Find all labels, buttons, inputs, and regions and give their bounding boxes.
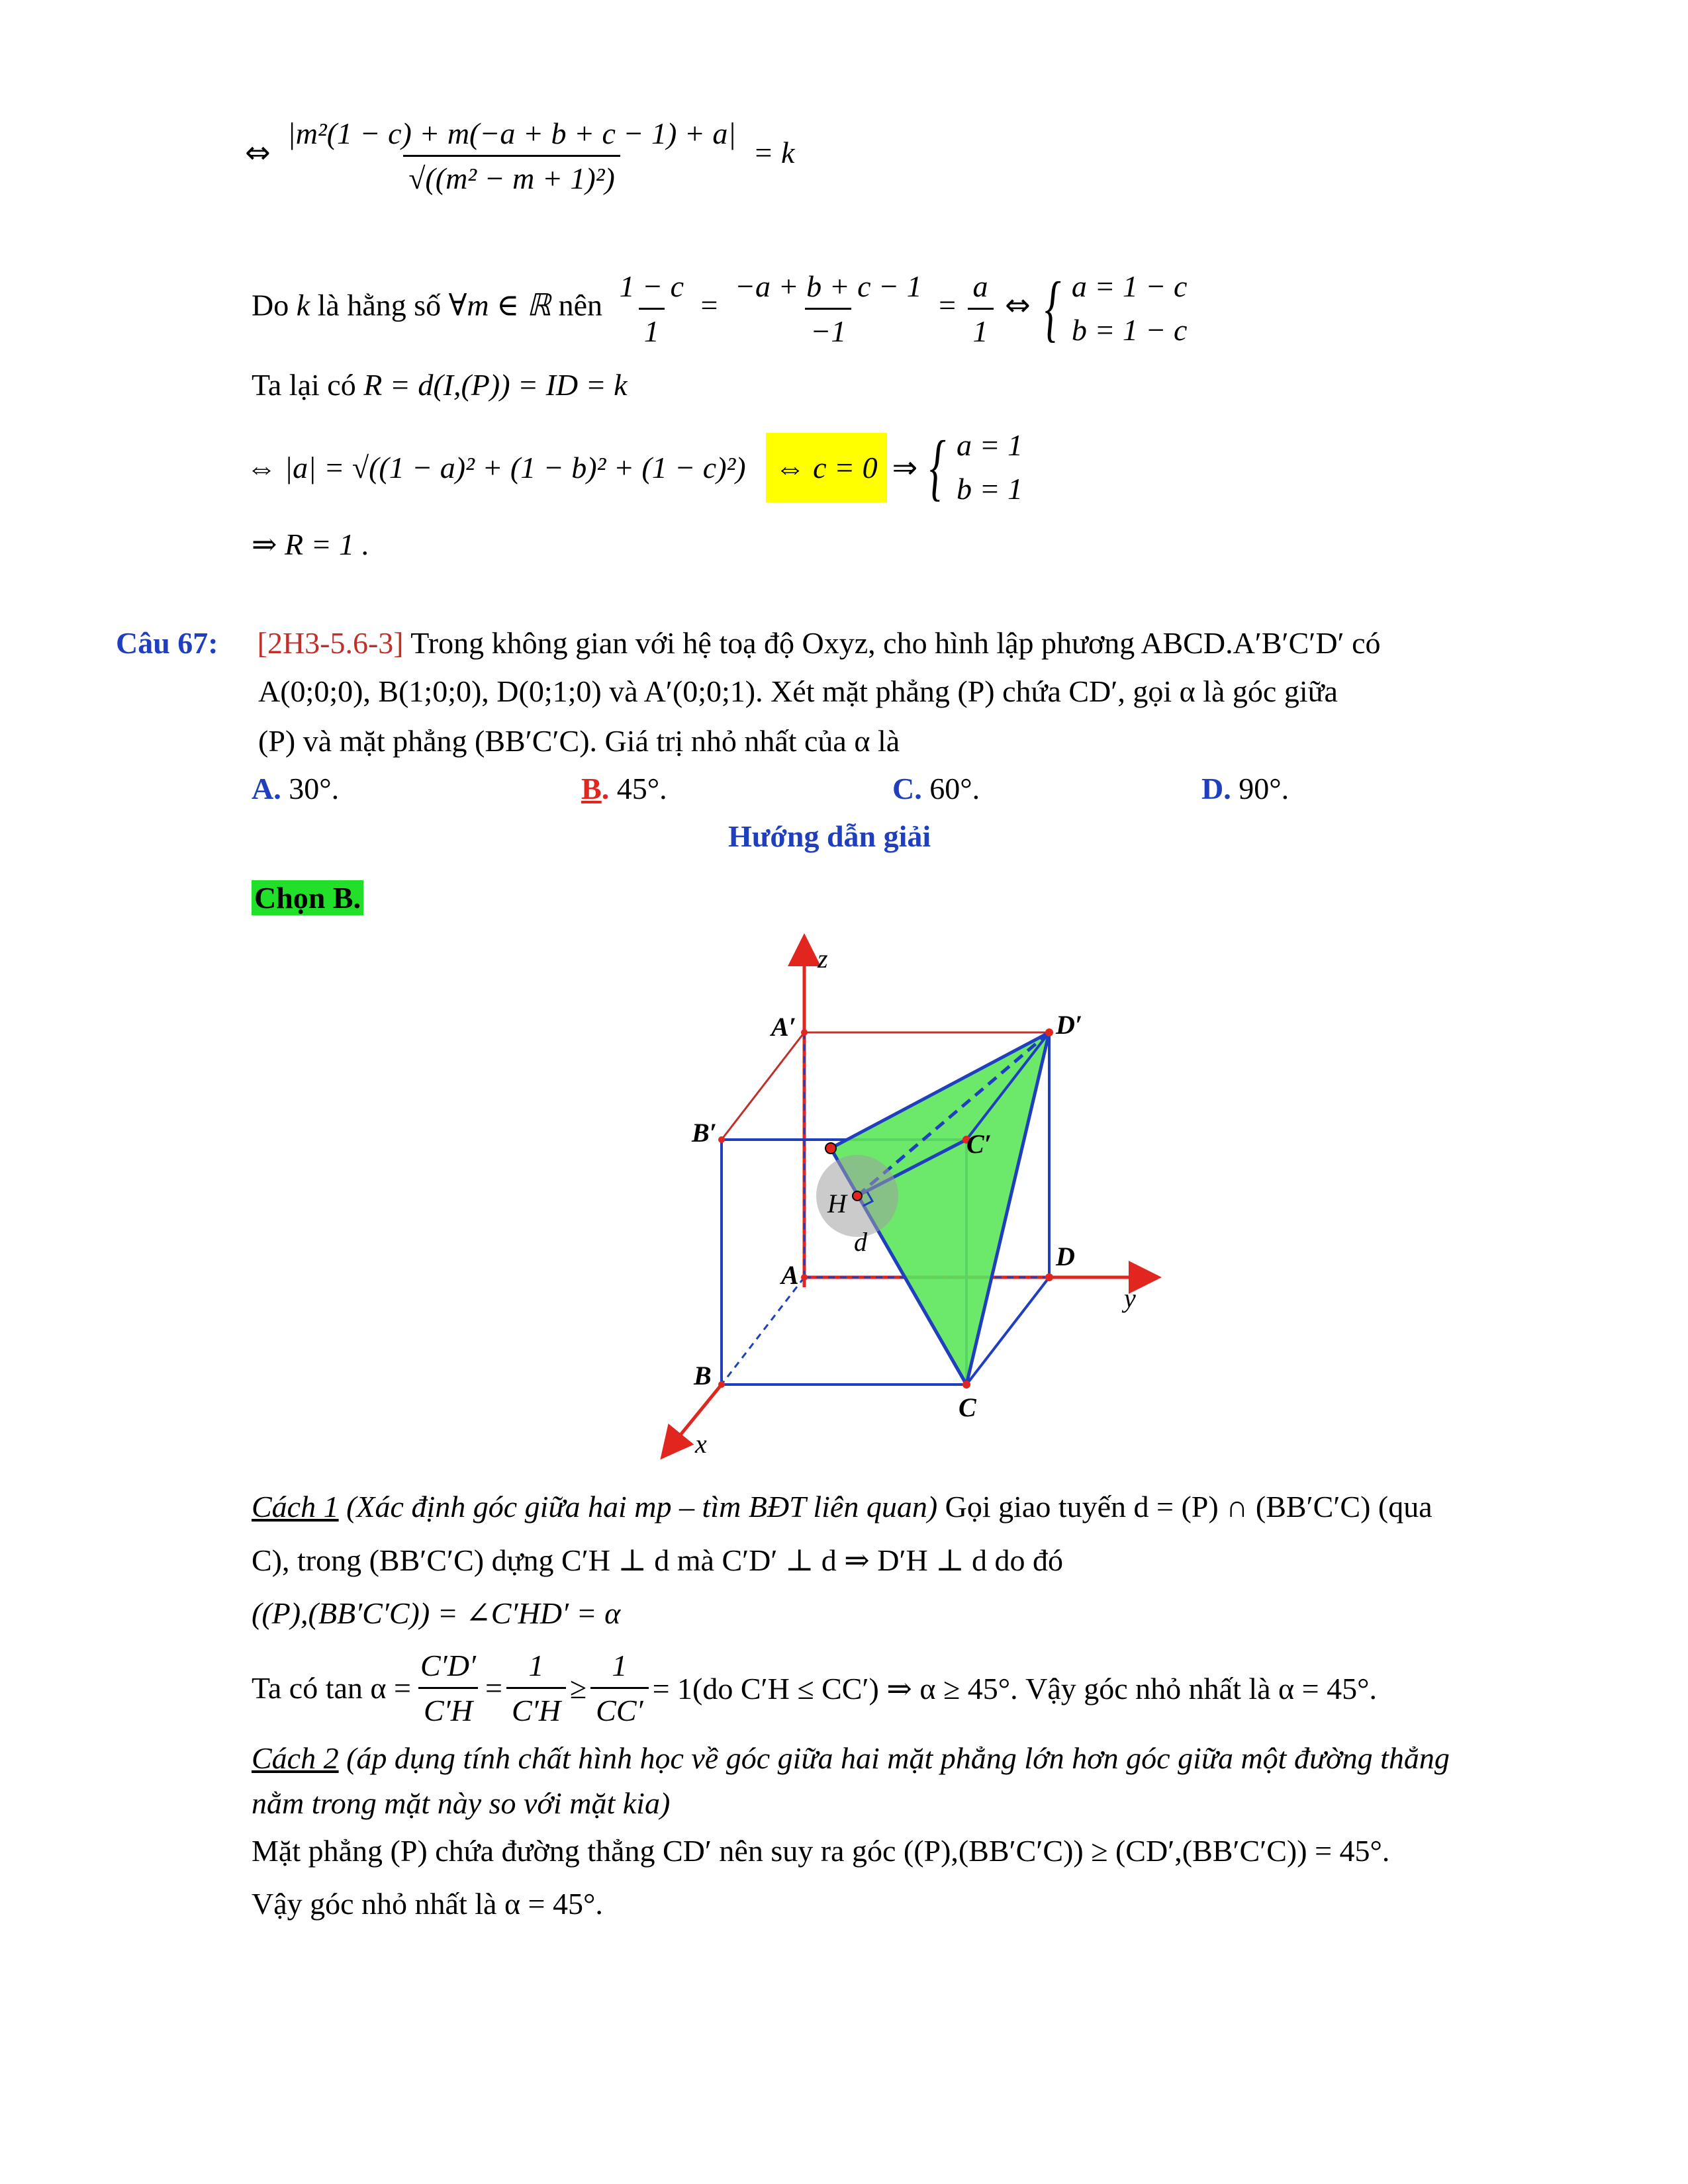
system-1: { a = 1 − c b = 1 − c xyxy=(1045,267,1188,349)
question-label: Câu 67: xyxy=(116,626,218,660)
point-intersection xyxy=(825,1143,836,1154)
label-h: H xyxy=(827,1189,847,1218)
label-a-prime: A′ xyxy=(771,1012,796,1042)
label-z: z xyxy=(818,944,828,974)
question-tag: [2H3-5.6-3] xyxy=(257,626,404,660)
label-b-prime: B′ xyxy=(692,1118,717,1148)
cach1-line-1: Cách 1 (Xác định góc giữa hai mp – tìm BĐT liên quan) Gọi giao tuyến d = (P) ∩ (BB′C′C) (qua xyxy=(252,1490,1432,1524)
label-c-prime: C′ xyxy=(966,1129,992,1159)
question-line-3: (P) và mặt phẳng (BB′C′C). Giá trị nhỏ nhất của α là xyxy=(258,724,900,758)
solution-heading: Hướng dẫn giải xyxy=(728,819,931,853)
cach1-line-4: Ta có tan α = $\frac{C'D'}{C'H}$ = $\frac{1}{C'H}$ ≥ $\frac{1}{CC'}$ = 1(do C′H ≤ CC′) ⇒ α ≥ 45°. Vậy góc nhỏ nhất là α = 45°. xyxy=(252,1649,1377,1727)
point-h xyxy=(853,1191,862,1201)
cach1-title: Cách 1 xyxy=(252,1490,339,1524)
highlight-c-zero: ⇔ c = 0 xyxy=(766,433,887,502)
label-d: D xyxy=(1056,1242,1075,1271)
equation-4: ⇔ |a| = √((1 − a)² + (1 − b)² + (1 − c)²) ⇔ c = 0 ⇒ { a = 1 b = 1 xyxy=(246,424,1023,511)
equation-2: Do k là hằng số ∀m ∈ ℝ nên $\frac{1 - c}{1}$ = $\frac{-a + b + c - 1}{-1}$ = $\frac{a}{1}$ ⇔ { a = 1 − c b = 1 − c xyxy=(252,265,1187,352)
eq1-fraction: $\frac{\text{|m²(1 − c) + m(−a + b + c − 1) + a|}}{\text{√((m² − m + 1)²)}}$ xyxy=(287,116,736,195)
edge-ab xyxy=(722,1277,804,1385)
label-x: x xyxy=(695,1429,707,1459)
cach2-title: Cách 2 xyxy=(252,1741,339,1775)
option-d[interactable]: D. 90°. xyxy=(1201,772,1289,805)
edge-a1b1 xyxy=(722,1032,804,1140)
question-line-2: A(0;0;0), B(1;0;0), D(0;1;0) và A′(0;0;1). Xét mặt phẳng (P) chứa CD′, gọi α là góc giữa xyxy=(258,674,1338,708)
option-a[interactable]: A. 30°. xyxy=(252,772,340,805)
label-c: C xyxy=(959,1392,976,1422)
option-b[interactable]: B. 45°. xyxy=(581,772,667,805)
point-b xyxy=(718,1381,725,1388)
point-c xyxy=(962,1381,970,1388)
equation-5: ⇒ R = 1 . xyxy=(252,527,370,561)
cach1-line-3: ((P),(BB′C′C)) = ∠C′HD′ = α xyxy=(252,1596,621,1630)
cach2-line-4: Vậy góc nhỏ nhất là α = 45°. xyxy=(252,1887,603,1921)
label-d-line: d xyxy=(854,1227,867,1257)
point-a1 xyxy=(801,1029,808,1036)
label-d-prime: D′ xyxy=(1056,1010,1083,1040)
point-d xyxy=(1045,1273,1053,1281)
option-c[interactable]: C. 60°. xyxy=(892,772,980,805)
equation-3: Ta lại có R = d(I,(P)) = ID = k xyxy=(252,368,628,402)
label-b: B xyxy=(694,1361,712,1390)
label-a: A xyxy=(781,1260,799,1290)
system-2: { a = 1 b = 1 xyxy=(929,426,1023,508)
cach2-line-1: Cách 2 (áp dụng tính chất hình học về góc giữa hai mặt phẳng lớn hơn góc giữa một đường thẳng xyxy=(252,1741,1450,1775)
cach2-line-3: Mặt phẳng (P) chứa đường thẳng CD′ nên suy ra góc ((P),(BB′C′C)) ≥ (CD′,(BB′C′C)) = 45°. xyxy=(252,1834,1390,1868)
cach2-line-2: nằm trong mặt này so với mặt kia) xyxy=(252,1786,671,1820)
equation-1: ⇔ $\frac{\text{|m²(1 − c) + m(−a + b + c − 1) + a|}}{\text{√((m² − m + 1)²)}}$ = k xyxy=(245,116,795,195)
answer-choice: Chọn B. xyxy=(252,880,363,915)
question-line-1: Câu 67: [2H3-5.6-3] Trong không gian với hệ toạ độ Oxyz, cho hình lập phương ABCD.A′B′C′D′ có xyxy=(116,626,1381,660)
point-d1 xyxy=(1045,1028,1053,1036)
point-b1 xyxy=(718,1136,725,1143)
point-a xyxy=(801,1274,808,1281)
cach1-line-2: C), trong (BB′C′C) dựng C′H ⊥ d mà C′D′ ⊥ d ⇒ D′H ⊥ d do đó xyxy=(252,1543,1064,1577)
label-y: y xyxy=(1124,1283,1136,1313)
